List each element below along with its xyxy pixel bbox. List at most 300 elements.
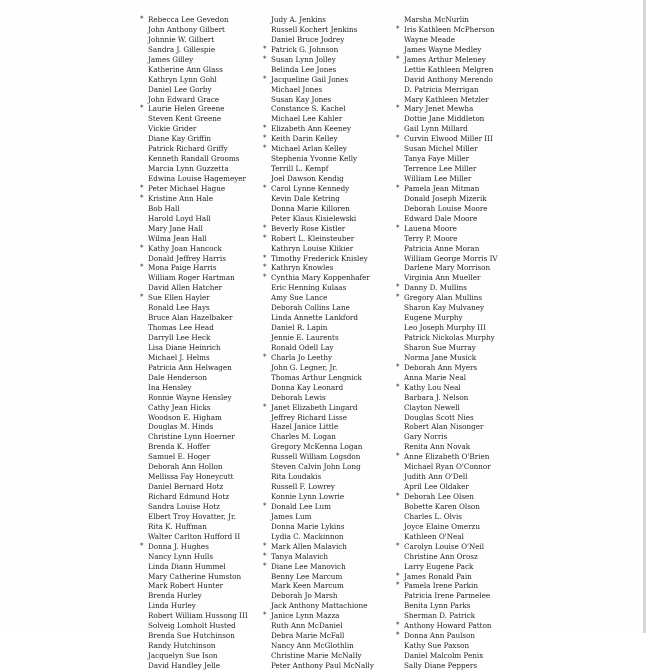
- name-entry: [140, 15, 265, 25]
- name-entry: [263, 114, 403, 124]
- person-name: William Lee Miller: [404, 174, 472, 183]
- asterisk-marker: *: [396, 134, 400, 143]
- person-name: Janet Elizabeth Lingard: [271, 402, 358, 412]
- name-entry: [140, 184, 265, 194]
- person-name: Darryll Lee Heck: [148, 333, 211, 342]
- name-entry: [140, 134, 265, 144]
- name-entry: [396, 164, 516, 174]
- asterisk-marker: *: [396, 183, 400, 192]
- person-name: Judy A. Jenkins: [271, 15, 326, 24]
- person-name: Russell F. Lowrey: [271, 482, 335, 492]
- name-entry: [396, 572, 516, 582]
- name-entry: [140, 363, 265, 373]
- asterisk-marker: *: [263, 223, 267, 232]
- name-entry: [263, 661, 403, 671]
- person-name: Mary Jenet Mewha: [404, 104, 474, 114]
- person-name: Constance S. Kachel: [271, 104, 346, 114]
- person-name: Donald Lee Lum: [271, 501, 331, 511]
- name-entry: [140, 373, 265, 383]
- asterisk-marker: *: [396, 492, 400, 500]
- person-name: Deborah Jo Marsh: [271, 591, 338, 601]
- person-name: Peter Michael Hague: [148, 183, 226, 193]
- person-name: Wilma Jean Hall: [148, 233, 207, 243]
- name-entry: [263, 532, 403, 542]
- person-name: Steven Calvin John Long: [271, 462, 361, 472]
- person-name: Linda Annette Lankford: [271, 313, 358, 323]
- name-entry: [396, 214, 516, 224]
- asterisk-marker: *: [263, 402, 267, 411]
- person-name: Kathryn Knowles: [271, 263, 334, 273]
- person-name: Belinda Lee Jones: [271, 64, 337, 74]
- name-entry: [396, 273, 516, 283]
- name-entry: [263, 403, 403, 413]
- name-entry: [263, 194, 403, 204]
- name-entry: [263, 442, 403, 452]
- name-entry: [396, 263, 516, 273]
- person-name: Douglas M. Hinds: [148, 422, 214, 432]
- person-name: Jack Anthony Mattachione: [271, 601, 368, 611]
- person-name: Marcia Lynn Guzzetta: [148, 164, 229, 174]
- name-entry: [263, 65, 403, 75]
- asterisk-marker: *: [263, 501, 267, 510]
- name-entry: [140, 65, 265, 75]
- name-entry: [140, 273, 265, 283]
- name-entry: [263, 283, 403, 293]
- person-name: Diane Lee Manovich: [271, 561, 346, 571]
- person-name: Elbert Troy Hovatter, Jr.: [148, 511, 236, 521]
- person-name: Curvin Elwood Miller III: [404, 134, 493, 144]
- asterisk-marker: *: [263, 253, 267, 262]
- name-entry: [396, 313, 516, 323]
- name-entry: [140, 333, 265, 343]
- person-name: Laurie Helen Greene: [148, 104, 225, 114]
- person-name: Jennie E. Laurents: [271, 333, 339, 342]
- asterisk-marker: *: [263, 144, 267, 153]
- name-entry: [396, 174, 516, 184]
- person-name: Johnnie W. Gilbert: [148, 34, 215, 44]
- person-name: Patricia Ann Helwagen: [148, 362, 232, 372]
- name-entry: [263, 591, 403, 601]
- name-entry: [396, 472, 516, 482]
- person-name: Deborah Ann Hollon: [148, 462, 223, 472]
- asterisk-marker: *: [263, 263, 267, 272]
- name-entry: [140, 293, 265, 303]
- person-name: Lettie Kathleen Melgren: [404, 64, 494, 74]
- name-entry: [263, 273, 403, 283]
- person-name: Sharon Kay Mulvaney: [404, 303, 485, 313]
- name-entry: [140, 482, 265, 492]
- person-name: Mona Paige Harris: [148, 263, 217, 273]
- person-name: Donna Kay Leonard: [271, 382, 344, 392]
- name-entry: [140, 124, 265, 134]
- person-name: David Allen Hatcher: [148, 283, 223, 293]
- person-name: Kathryn Lynn Gohl: [148, 74, 217, 84]
- person-name: Kathleen O'Neal: [404, 531, 464, 541]
- name-column-3: [396, 15, 516, 671]
- person-name: Mary Catherine Humston: [148, 571, 242, 581]
- person-name: William George Morris IV: [404, 253, 498, 263]
- name-entry: [263, 502, 403, 512]
- name-entry: [263, 254, 403, 264]
- name-entry: [263, 35, 403, 45]
- name-entry: [140, 651, 265, 661]
- name-entry: [396, 323, 516, 333]
- name-entry: [263, 174, 403, 184]
- name-entry: [263, 144, 403, 154]
- name-entry: [263, 164, 403, 174]
- name-entry: [140, 55, 265, 65]
- name-entry: [396, 522, 516, 532]
- person-name: Donna Marie Lykins: [271, 521, 345, 531]
- person-name: April Lee Oldaker: [404, 482, 469, 492]
- person-name: Lauena Moore: [404, 223, 457, 233]
- name-entry: [140, 204, 265, 214]
- asterisk-marker: *: [263, 561, 267, 570]
- person-name: Michael Arlan Kelley: [271, 144, 347, 154]
- name-entry: [263, 432, 403, 442]
- name-entry: [263, 244, 403, 254]
- person-name: Pamela Jean Mitman: [404, 183, 480, 193]
- person-name: Tanya Malavich: [271, 551, 329, 561]
- name-entry: [140, 432, 265, 442]
- name-entry: [396, 55, 516, 65]
- name-entry: [263, 621, 403, 631]
- name-entry: [263, 333, 403, 343]
- person-name: Harold Loyd Hall: [148, 213, 211, 223]
- person-name: Daniel Malcolm Penix: [404, 651, 484, 660]
- asterisk-marker: *: [140, 263, 144, 272]
- person-name: Darlene Mary Morrison: [404, 263, 491, 273]
- asterisk-marker: *: [140, 193, 144, 202]
- person-name: Susan Michel Miller: [404, 144, 478, 154]
- name-entry: [140, 532, 265, 542]
- name-entry: [140, 572, 265, 582]
- name-entry: [140, 611, 265, 621]
- name-entry: [140, 581, 265, 591]
- name-entry: [140, 75, 265, 85]
- person-name: Ronald Lee Hays: [148, 303, 210, 313]
- person-name: Katherine Ann Glass: [148, 64, 223, 74]
- name-entry: [140, 164, 265, 174]
- person-name: Rebecca Lee Gevedon: [148, 15, 229, 24]
- name-entry: [396, 641, 516, 651]
- person-name: Kathy Lou Neal: [404, 382, 461, 392]
- person-name: Brenda K. Hoffer: [148, 442, 211, 452]
- name-entry: [140, 462, 265, 472]
- name-entry: [140, 393, 265, 403]
- person-name: Lydia C. Mackinnon: [271, 531, 344, 541]
- person-name: Rita Loudakis: [271, 472, 322, 482]
- name-entry: [263, 234, 403, 244]
- name-entry: [263, 45, 403, 55]
- person-name: Dottie Jane Middleton: [404, 114, 485, 124]
- name-entry: [396, 95, 516, 105]
- person-name: Peter Anthony Paul McNally: [271, 660, 374, 670]
- person-name: John Anthony Gilbert: [148, 24, 225, 34]
- name-entry: [263, 552, 403, 562]
- name-entry: [263, 313, 403, 323]
- person-name: Solveig Lomholt Husted: [148, 621, 236, 631]
- name-entry: [396, 532, 516, 542]
- person-name: Gail Lynn Millard: [404, 124, 468, 134]
- person-name: James Gilley: [148, 54, 194, 64]
- name-entry: [263, 353, 403, 363]
- name-entry: [263, 214, 403, 224]
- person-name: Eugene Murphy: [404, 313, 463, 323]
- person-name: Mary Kathleen Metzler: [404, 94, 489, 104]
- person-name: Donald Joseph Mizerik: [404, 193, 487, 203]
- name-entry: [140, 552, 265, 562]
- person-name: Michael Lee Kahler: [271, 114, 343, 124]
- name-entry: [263, 492, 403, 502]
- name-entry: [396, 542, 516, 552]
- asterisk-marker: *: [140, 15, 144, 23]
- person-name: Virginia Ann Mueller: [404, 273, 481, 283]
- asterisk-marker: *: [263, 124, 267, 133]
- asterisk-marker: *: [396, 223, 400, 232]
- person-name: Sandra J. Gillespie: [148, 44, 216, 54]
- person-name: Tanya Faye Miller: [404, 154, 470, 164]
- asterisk-marker: *: [140, 243, 144, 252]
- person-name: Bobette Karen Olson: [404, 501, 480, 511]
- person-name: Susan Lynn Jolley: [271, 54, 336, 64]
- name-entry: [396, 502, 516, 512]
- person-name: Robert Alan Nisonger: [404, 422, 484, 432]
- person-name: Iris Kathleen McPherson: [404, 24, 495, 34]
- person-name: Bob Hall: [148, 203, 180, 213]
- name-entry: [396, 104, 516, 114]
- name-entry: [140, 45, 265, 55]
- asterisk-marker: *: [396, 283, 400, 292]
- person-name: Lisa Diane Heinrich: [148, 342, 221, 352]
- name-entry: [140, 562, 265, 572]
- person-name: Charles L. Olvis: [404, 511, 462, 521]
- asterisk-marker: *: [396, 541, 400, 550]
- person-name: Nancy Lynn Hulls: [148, 551, 214, 561]
- name-entry: [263, 75, 403, 85]
- asterisk-marker: *: [263, 134, 267, 143]
- person-name: Charla Jo Leethy: [271, 352, 333, 362]
- asterisk-marker: *: [263, 74, 267, 83]
- name-entry: [263, 124, 403, 134]
- person-name: Ronald Odell Lay: [271, 342, 334, 352]
- person-name: D. Patricia Merrigan: [404, 84, 479, 94]
- person-name: James Arthur Meleney: [404, 54, 486, 64]
- name-entry: [140, 263, 265, 273]
- name-entry: [396, 45, 516, 55]
- person-name: Mark Robert Hunter: [148, 581, 224, 591]
- person-name: David Handley Jelle: [148, 660, 220, 670]
- person-name: Cathy Jean Hicks: [148, 402, 211, 412]
- person-name: Deborah Louise Moore: [404, 203, 488, 213]
- person-name: Leo Joseph Murphy III: [404, 323, 486, 333]
- name-entry: [263, 184, 403, 194]
- name-entry: [263, 293, 403, 303]
- person-name: Donna Ann Paulson: [404, 631, 476, 641]
- person-name: Donna J. Hughes: [148, 541, 209, 551]
- person-name: Patrick Richard Griffy: [148, 144, 228, 154]
- name-entry: [263, 95, 403, 105]
- person-name: Gregory McKenna Logan: [271, 442, 363, 452]
- person-name: Steven Kent Greene: [148, 114, 222, 124]
- person-name: Daniel R. Lapin: [271, 323, 328, 333]
- name-entry: [396, 303, 516, 313]
- person-name: Douglas Scott Nies: [404, 412, 474, 422]
- person-name: Terrence Lee Miller: [404, 164, 477, 174]
- name-entry: [396, 154, 516, 164]
- name-entry: [140, 452, 265, 462]
- name-entry: [396, 482, 516, 492]
- person-name: Robert L. Kleinsteuber: [271, 233, 355, 243]
- person-name: Mary Jane Hall: [148, 223, 203, 233]
- name-entry: [396, 363, 516, 373]
- name-entry: [140, 472, 265, 482]
- person-name: Nancy Ann McGlothlin: [271, 641, 354, 651]
- name-entry: [396, 452, 516, 462]
- asterisk-marker: *: [263, 611, 267, 620]
- name-entry: [396, 651, 516, 661]
- name-entry: [140, 95, 265, 105]
- person-name: Kathy Joan Hancock: [148, 243, 222, 253]
- name-entry: [263, 651, 403, 661]
- name-entry: [140, 492, 265, 502]
- name-entry: [263, 472, 403, 482]
- name-entry: [140, 512, 265, 522]
- name-entry: [263, 611, 403, 621]
- name-column-1: [140, 15, 265, 671]
- person-name: Carolyn Louise O'Neil: [404, 541, 485, 551]
- name-entry: [140, 104, 265, 114]
- name-entry: [140, 522, 265, 532]
- person-name: Kathryn Louise Klikier: [271, 243, 354, 253]
- person-name: Michael Jones: [271, 84, 323, 94]
- person-name: Mark Allen Malavich: [271, 541, 347, 551]
- name-entry: [396, 234, 516, 244]
- asterisk-marker: *: [140, 104, 144, 113]
- name-entry: [396, 194, 516, 204]
- name-entry: [140, 114, 265, 124]
- person-name: Brenda Hurley: [148, 591, 202, 601]
- name-entry: [396, 114, 516, 124]
- name-entry: [396, 184, 516, 194]
- name-entry: [140, 542, 265, 552]
- asterisk-marker: *: [263, 541, 267, 550]
- person-name: Christine Marie McNally: [271, 651, 362, 660]
- name-entry: [396, 552, 516, 562]
- name-entry: [263, 263, 403, 273]
- person-name: Peter Klaus Kisielewski: [271, 213, 357, 223]
- name-entry: [396, 244, 516, 254]
- person-name: Edward Dale Moore: [404, 213, 478, 223]
- name-entry: [396, 393, 516, 403]
- name-entry: [396, 35, 516, 45]
- name-entry: [140, 383, 265, 393]
- person-name: Patricia Irene Parmelee: [404, 591, 491, 601]
- person-name: Russell William Logsdon: [271, 452, 361, 462]
- name-entry: [140, 323, 265, 333]
- name-entry: [140, 403, 265, 413]
- person-name: Beverly Rose Kistler: [271, 223, 346, 233]
- person-name: Randy Hutchinson: [148, 641, 216, 651]
- person-name: James Wayne Medley: [404, 44, 482, 54]
- name-entry: [263, 363, 403, 373]
- name-entry: [140, 234, 265, 244]
- name-entry: [263, 224, 403, 234]
- person-name: Patrick G. Johnson: [271, 44, 339, 54]
- name-entry: [396, 661, 516, 671]
- name-entry: [263, 154, 403, 164]
- person-name: Ina Hensley: [148, 382, 192, 392]
- name-entry: [396, 134, 516, 144]
- name-entry: [140, 661, 265, 671]
- person-name: Pamela Irene Parkin: [404, 581, 478, 591]
- person-name: Barbara J. Nelson: [404, 392, 469, 402]
- person-name: Diane Kay Griffin: [148, 134, 212, 144]
- name-entry: [263, 55, 403, 65]
- name-entry: [140, 283, 265, 293]
- person-name: Carol Lynne Kennedy: [271, 183, 350, 193]
- person-name: Daniel Lee Gorby: [148, 84, 212, 94]
- person-name: Michael J. Helms: [148, 352, 210, 362]
- name-entry: [396, 283, 516, 293]
- person-name: Mellissa Fay Honeycutt: [148, 472, 234, 482]
- name-entry: [396, 85, 516, 95]
- person-name: Stephenia Yvonne Kelly: [271, 154, 358, 164]
- name-entry: [140, 413, 265, 423]
- person-name: Sandra Louise Hotz: [148, 501, 220, 511]
- name-entry: [396, 144, 516, 154]
- name-entry: [396, 413, 516, 423]
- person-name: Deborah Ann Myers: [404, 362, 478, 372]
- person-name: Joel Dawson Kendig: [271, 174, 344, 183]
- name-entry: [396, 124, 516, 134]
- name-entry: [396, 432, 516, 442]
- person-name: Sherman D. Patrick: [404, 611, 476, 621]
- name-entry: [140, 313, 265, 323]
- person-name: Kenneth Randall Grooms: [148, 154, 240, 164]
- person-name: Linda Diann Hummel: [148, 561, 226, 571]
- person-name: Bruce Alan Hazelbaker: [148, 313, 233, 323]
- asterisk-marker: *: [396, 104, 400, 113]
- person-name: Susan Kay Jones: [271, 94, 332, 104]
- person-name: Christine Lynn Hoerner: [148, 432, 235, 442]
- asterisk-marker: *: [396, 452, 400, 461]
- person-name: Anne Elizabeth O'Brien: [404, 452, 490, 462]
- asterisk-marker: *: [396, 571, 400, 580]
- name-entry: [263, 25, 403, 35]
- name-entry: [263, 343, 403, 353]
- person-name: Jacqueline Gail Jones: [271, 74, 349, 84]
- person-name: Janice Lynn Mazza: [271, 611, 340, 621]
- asterisk-marker: *: [396, 581, 400, 590]
- person-name: Marsha McNurlin: [404, 15, 469, 24]
- person-name: Deborah Lee Olsen: [404, 492, 474, 501]
- person-name: Donna Marie Killoren: [271, 203, 350, 213]
- name-entry: [140, 35, 265, 45]
- asterisk-marker: *: [263, 273, 267, 282]
- name-entry: [396, 492, 516, 502]
- name-entry: [396, 422, 516, 432]
- person-name: Deborah Lewis: [271, 392, 326, 402]
- name-entry: [140, 591, 265, 601]
- asterisk-marker: *: [396, 382, 400, 391]
- name-entry: [396, 611, 516, 621]
- name-entry: [263, 303, 403, 313]
- asterisk-marker: *: [396, 54, 400, 63]
- person-name: Wayne Meade: [404, 34, 456, 44]
- name-entry: [263, 15, 403, 25]
- name-entry: [396, 343, 516, 353]
